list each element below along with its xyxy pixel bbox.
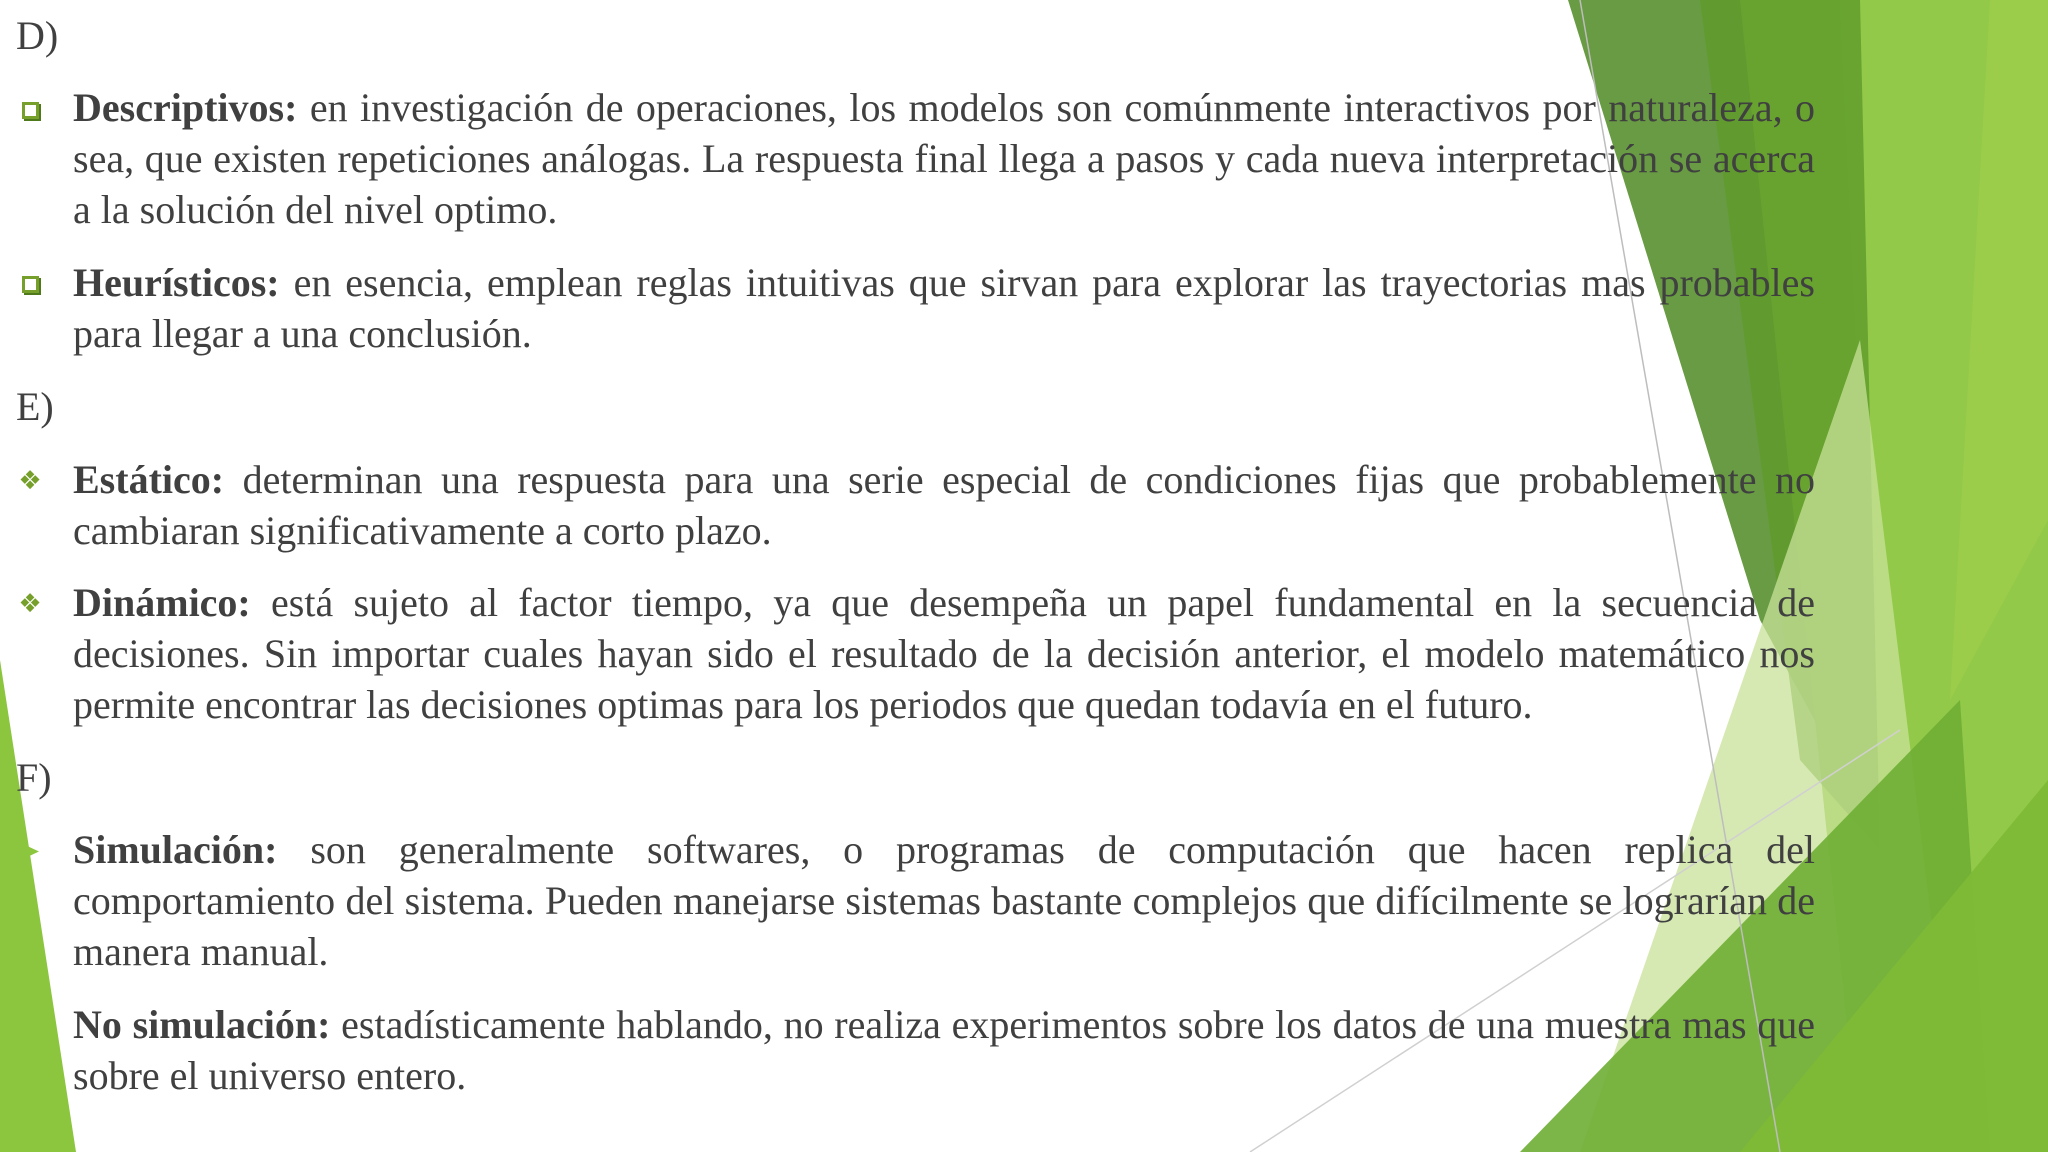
item-term: Heurísticos: <box>73 260 280 305</box>
item-text: en esencia, emplean reglas intuitivas que sirvan para explorar las trayectorias mas probables para llegar a una conclusión. <box>73 260 1815 356</box>
arrow-bullet-icon: ➤ <box>19 837 41 865</box>
item-text: estadísticamente hablando, no realiza experimentos sobre los datos de una muestra mas que sobre el universo entero. <box>73 1002 1816 1098</box>
item-text: determinan una respuesta para una serie especial de condiciones fijas que probablemente no cambiaran significativamente a corto plazo. <box>73 457 1815 553</box>
list-item-dinamico <box>73 577 1815 730</box>
item-term: No simulación: <box>73 1002 331 1047</box>
square-bullet-icon <box>16 96 44 124</box>
item-term: Estático: <box>73 457 225 502</box>
list-item-heuristicos <box>73 257 1815 359</box>
item-term: Descriptivos: <box>73 85 298 130</box>
item-term: Simulación: <box>73 827 278 872</box>
item-term: Dinámico: <box>73 580 251 625</box>
list-item-no-simulacion <box>73 999 1815 1101</box>
section-label-f: F) <box>16 755 52 800</box>
square-bullet-icon <box>16 270 44 298</box>
diamond-bullet-icon: ❖ <box>18 589 42 619</box>
item-text: está sujeto al factor tiempo, ya que desempeña un papel fundamental en la secuencia de decisiones. Sin importar cuales hayan sido el resultado de la decisión anterior, el modelo matemático nos permite encontrar las decisiones optimas para los periodos que quedan todavía en el futuro. <box>73 580 1815 727</box>
item-text: son generalmente softwares, o programas de computación que hacen replica del comportamiento del sistema. Pueden manejarse sistemas bastante complejos que difícilmente se lograrían de manera manual. <box>73 827 1815 974</box>
list-item-estatico <box>73 454 1815 556</box>
section-label-e: E) <box>16 384 54 429</box>
list-item-descriptivos <box>73 82 1815 235</box>
list-item-simulacion <box>73 824 1815 977</box>
diamond-bullet-icon: ❖ <box>18 466 42 496</box>
section-label-d: D) <box>16 13 59 58</box>
arrow-bullet-icon: ➤ <box>19 1012 41 1040</box>
item-text: en investigación de operaciones, los modelos son comúnmente interactivos por naturaleza, o sea, que existen repeticiones análogas. La respuesta final llega a pasos y cada nueva interpretación se acerca a la solución del nivel optimo. <box>73 85 1815 232</box>
